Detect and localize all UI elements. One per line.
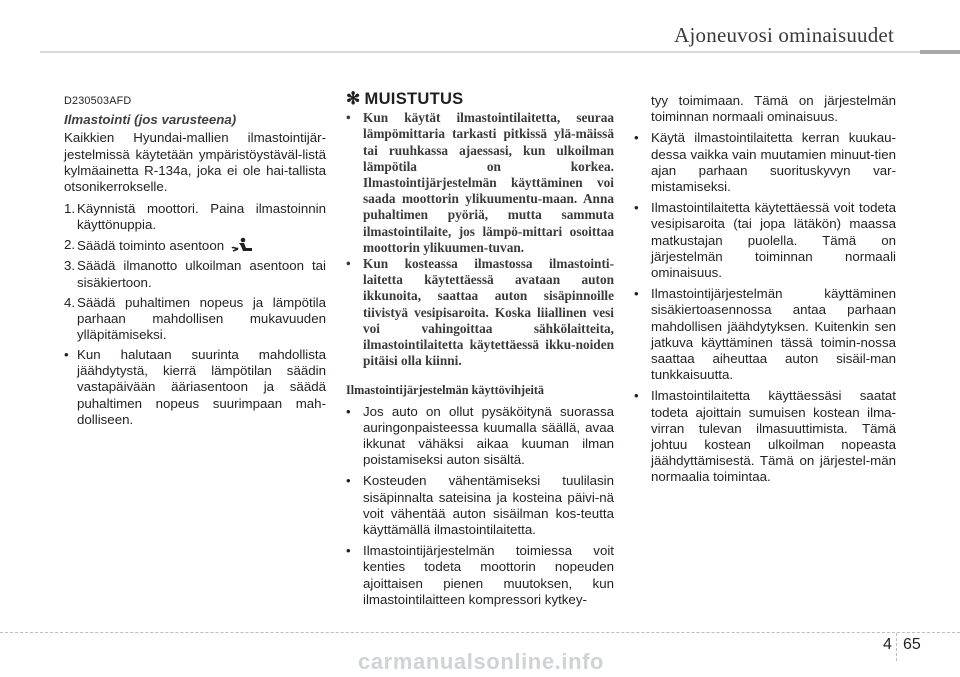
tip-item: • Ilmastointilaitetta käytettäessä voit todeta vesipisaroita (tai jopa lätäkön) maassa matkustajan puolella. Tämä on järjestelmän toiminnan normaali ominaisuus. <box>634 200 896 281</box>
tips-list-continued <box>634 130 896 485</box>
tips-list <box>346 404 614 608</box>
intro-paragraph: Kaikkien Hyundai-mallien ilmastointijär-jestelmissä käytetään ympäristöystäväl-listä kylmäainetta R-134a, joka ei ole hai-tallista otsonikerrokselle. <box>64 130 326 195</box>
step-item: 4. Säädä puhaltimen nopeus ja lämpötila parhaan mahdollisen mukavuuden ylläpitämiseksi. <box>64 294 326 343</box>
step-item: 2. Säädä toiminto asentoon <box>64 237 326 254</box>
caution-item: • Kun käytät ilmastointilaitetta, seuraa lämpömittaria tarkasti pitkissä ylä-mäissä tai ruuhkassa ajaessasi, kun ulkoilman lämpötila on korkea. Ilmastointijärjestelmän käyttäminen voi saada moottorin ylikuumentu-maan. Anna puhaltimen pyöriä, mutta sammuta ilmastointilaite, jos lämpö-mittari osoittaa moottorin ylikuumen-tuvan. <box>346 110 614 255</box>
header-rule <box>40 51 960 53</box>
page-number-separator <box>896 633 897 661</box>
tip-continuation: tyy toimimaan. Tämä on järjestelmän toiminnan normaali ominaisuus. <box>651 93 896 125</box>
caution-list <box>346 110 614 369</box>
steps-list <box>64 201 326 428</box>
tip-item: • Kosteuden vähentämiseksi tuulilasin sisäpinnalta sateisina ja kosteina päivi-nä voit vähentää auton sisäilman kos-teutta käyttämällä ilmastointilaitetta. <box>346 473 614 538</box>
step-item: 3. Säädä ilmanotto ulkoilman asentoon tai sisäkiertoon. <box>64 258 326 290</box>
tip-item: • Ilmastointijärjestelmän toimiessa voit kenties todeta moottorin nopeuden ajoittaisen pienen muutoksen, kun ilmastointilaitteen kompressori kytkey- <box>346 543 614 607</box>
step-item: • Kun halutaan suurinta mahdollista jäähdytystä, kierrä lämpötilan säädin vastapäivään ääriasentoon ja säädä puhaltimen nopeus suurimpaan mah-dolliseen. <box>64 347 326 427</box>
tip-item: • Ilmastointijärjestelmän käyttäminen sisäkiertoasennossa antaa parhaan mahdollisen jäähdytyksen. Kuitenkin sen jatkuva käyttäminen tässä toimin-nossa saattaa aiheuttaa auton sisäil-man tunkkaisuutta. <box>634 286 896 383</box>
tip-item: • Jos auto on ollut pysäköitynä suorassa auringonpaisteessa kuumalla säällä, avaa ikkunat vähäksi aikaa kuuman ilman poistamiseksi auton sisältä. <box>346 403 614 468</box>
snowflake-asterisk-icon: ✻ <box>346 89 361 108</box>
tips-heading: Ilmastointijärjestelmän käyttövihjeitä <box>346 383 545 398</box>
floor-vent-mode-icon <box>230 237 254 253</box>
footer-rule <box>0 632 960 633</box>
page-header-title: Ajoneuvosi ominaisuudet <box>674 23 894 47</box>
column-right <box>634 93 896 491</box>
caution-item: • Kun kosteassa ilmastossa ilmastointi-laitetta käytettäessä avataan auton ikkunoita, saattaa auton sisäpinnoille tiivistyä vesipisaroita. Koska liiallinen vesi voi vahingoittaa sähkölaitteita, ilmastointilaitetta käytettäessä ikku-noiden pitäisi olla kiinni. <box>346 256 614 369</box>
page-number: 65 <box>903 636 921 653</box>
section-subheading: Ilmastointi (jos varusteena) <box>64 112 237 128</box>
section-code: D230503AFD <box>64 95 132 107</box>
section-number: 4 <box>883 636 892 653</box>
column-left <box>64 93 326 432</box>
tip-item: • Ilmastointilaitetta käyttäessäsi saatat todeta ajoittain sumuisen kostean ilma-virran tulevan ilmasuuttimista. Tämä johtuu kostean ulkoilman nopeasta jäähdyttämisestä. Tämä on järjestel-män normaalia toimintaa. <box>634 388 896 485</box>
tip-item: • Käytä ilmastointilaitetta kerran kuukau-dessa vaikka vain muutamien minuut-tien ajan parhaan suorituskyvyn var-mistamiseksi. <box>634 130 896 195</box>
note-title: ✻ MUISTUTUS <box>346 89 464 108</box>
column-middle <box>346 89 614 613</box>
watermark: carmanualsonline.info <box>358 649 605 674</box>
step-item: 1. Käynnistä moottori. Paina ilmastoinnin käyttönuppia. <box>64 201 326 233</box>
